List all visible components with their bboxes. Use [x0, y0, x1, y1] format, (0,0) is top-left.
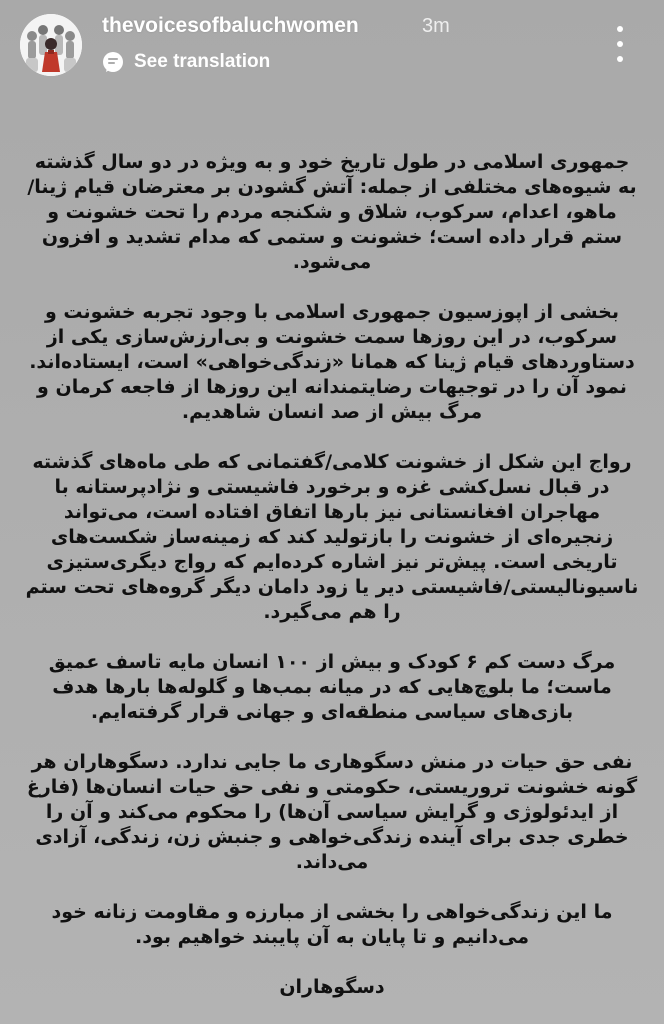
more-dot: [617, 56, 623, 62]
see-translation-button[interactable]: [102, 49, 270, 75]
post-paragraph-3: رواج این شکل از خشونت کلامی/گفتمانی که طی ماه‌های گذشته در قبال نسل‌کشی غزه و برخورد فاشیستی و نژادپرستانه با مهاجران افغانستانی نیز بارها اتفاق افتاده است، می‌تواند زنجیره‌ای از خشونت را بازتولید کند که زمینه‌ساز شکست‌های تاریخی است. پیش‌تر نیز اشاره کرده‌ایم که رواج دیگری‌ستیزی ناسیونالیستی/فاشیستی دیر یا زود دامان دیگر گروه‌های تحت ستم را هم می‌گیرد.: [25, 451, 639, 623]
post-paragraph-4: مرگ دست کم ۶ کودک و بیش از ۱۰۰ انسان مایه تاسف عمیق ماست؛ ما بلوچ‌هایی که در میانه بمب‌ها و گلوله‌ها بارها هدف بازی‌های سیاسی منطقه‌ای و جهانی قرار گرفته‌ایم.: [48, 651, 616, 723]
post-signature: دسگوهاران: [279, 976, 385, 998]
more-dot: [617, 26, 623, 32]
account-username[interactable]: thevoicesofbaluchwomen: [102, 14, 359, 37]
story-header: [0, 0, 664, 80]
story-post-text: [24, 150, 640, 1000]
avatar[interactable]: [20, 14, 82, 76]
post-paragraph-2: بخشی از اپوزسیون جمهوری اسلامی با وجود تجربه خشونت و سرکوب، در این روزها سمت خشونت و بی‌ارزش‌سازی یکی از دستاوردهای قیام ژینا که همانا «زندگی‌خواهی» است، ایستاده‌اند. نمود آن را در توجیهات رضایتمندانه این روزها از فاجعه کرمان و مرگ بیش از صد انسان شاهدیم.: [29, 301, 635, 423]
translate-bubble-icon: [102, 51, 124, 73]
post-paragraph-5: نفی حق حیات در منش دسگوهاری ما جایی ندارد. دسگوهاران هر گونه خشونت تروریستی، حکومتی و نفی حق حیات انسان‌ها (فارغ از ایدئولوژی و گرایش سیاسی آن‌ها) را محکوم می‌کند و آن را خطری جدی برای آینده زندگی‌خواهی و جنبش زن، زندگی، آزادی می‌داند.: [26, 751, 638, 873]
post-paragraph-1: جمهوری اسلامی در طول تاریخ خود و به ویژه در دو سال گذشته به شیوه‌های مختلفی از جمله: آتش گشودن بر معترضان قیام ژینا/ماهو، اعدام، سرکوب، شلاق و شکنجه مردم را تحت خشونت و ستم قرار داده است؛ خشونت و ستمی که مدام تشدید و افزون می‌شود.: [27, 151, 637, 273]
story-timestamp: 3m: [422, 15, 450, 37]
more-dot: [617, 41, 623, 47]
vertical-ellipsis-icon[interactable]: [612, 26, 628, 62]
post-paragraph-6: ما این زندگی‌خواهی را بخشی از مبارزه و مقاومت زنانه خود می‌دانیم و تا پایان به آن پایبند خواهیم بود.: [51, 901, 613, 948]
profile-picture-group-of-women-icon: [20, 14, 82, 76]
see-translation-label: See translation: [134, 51, 271, 72]
